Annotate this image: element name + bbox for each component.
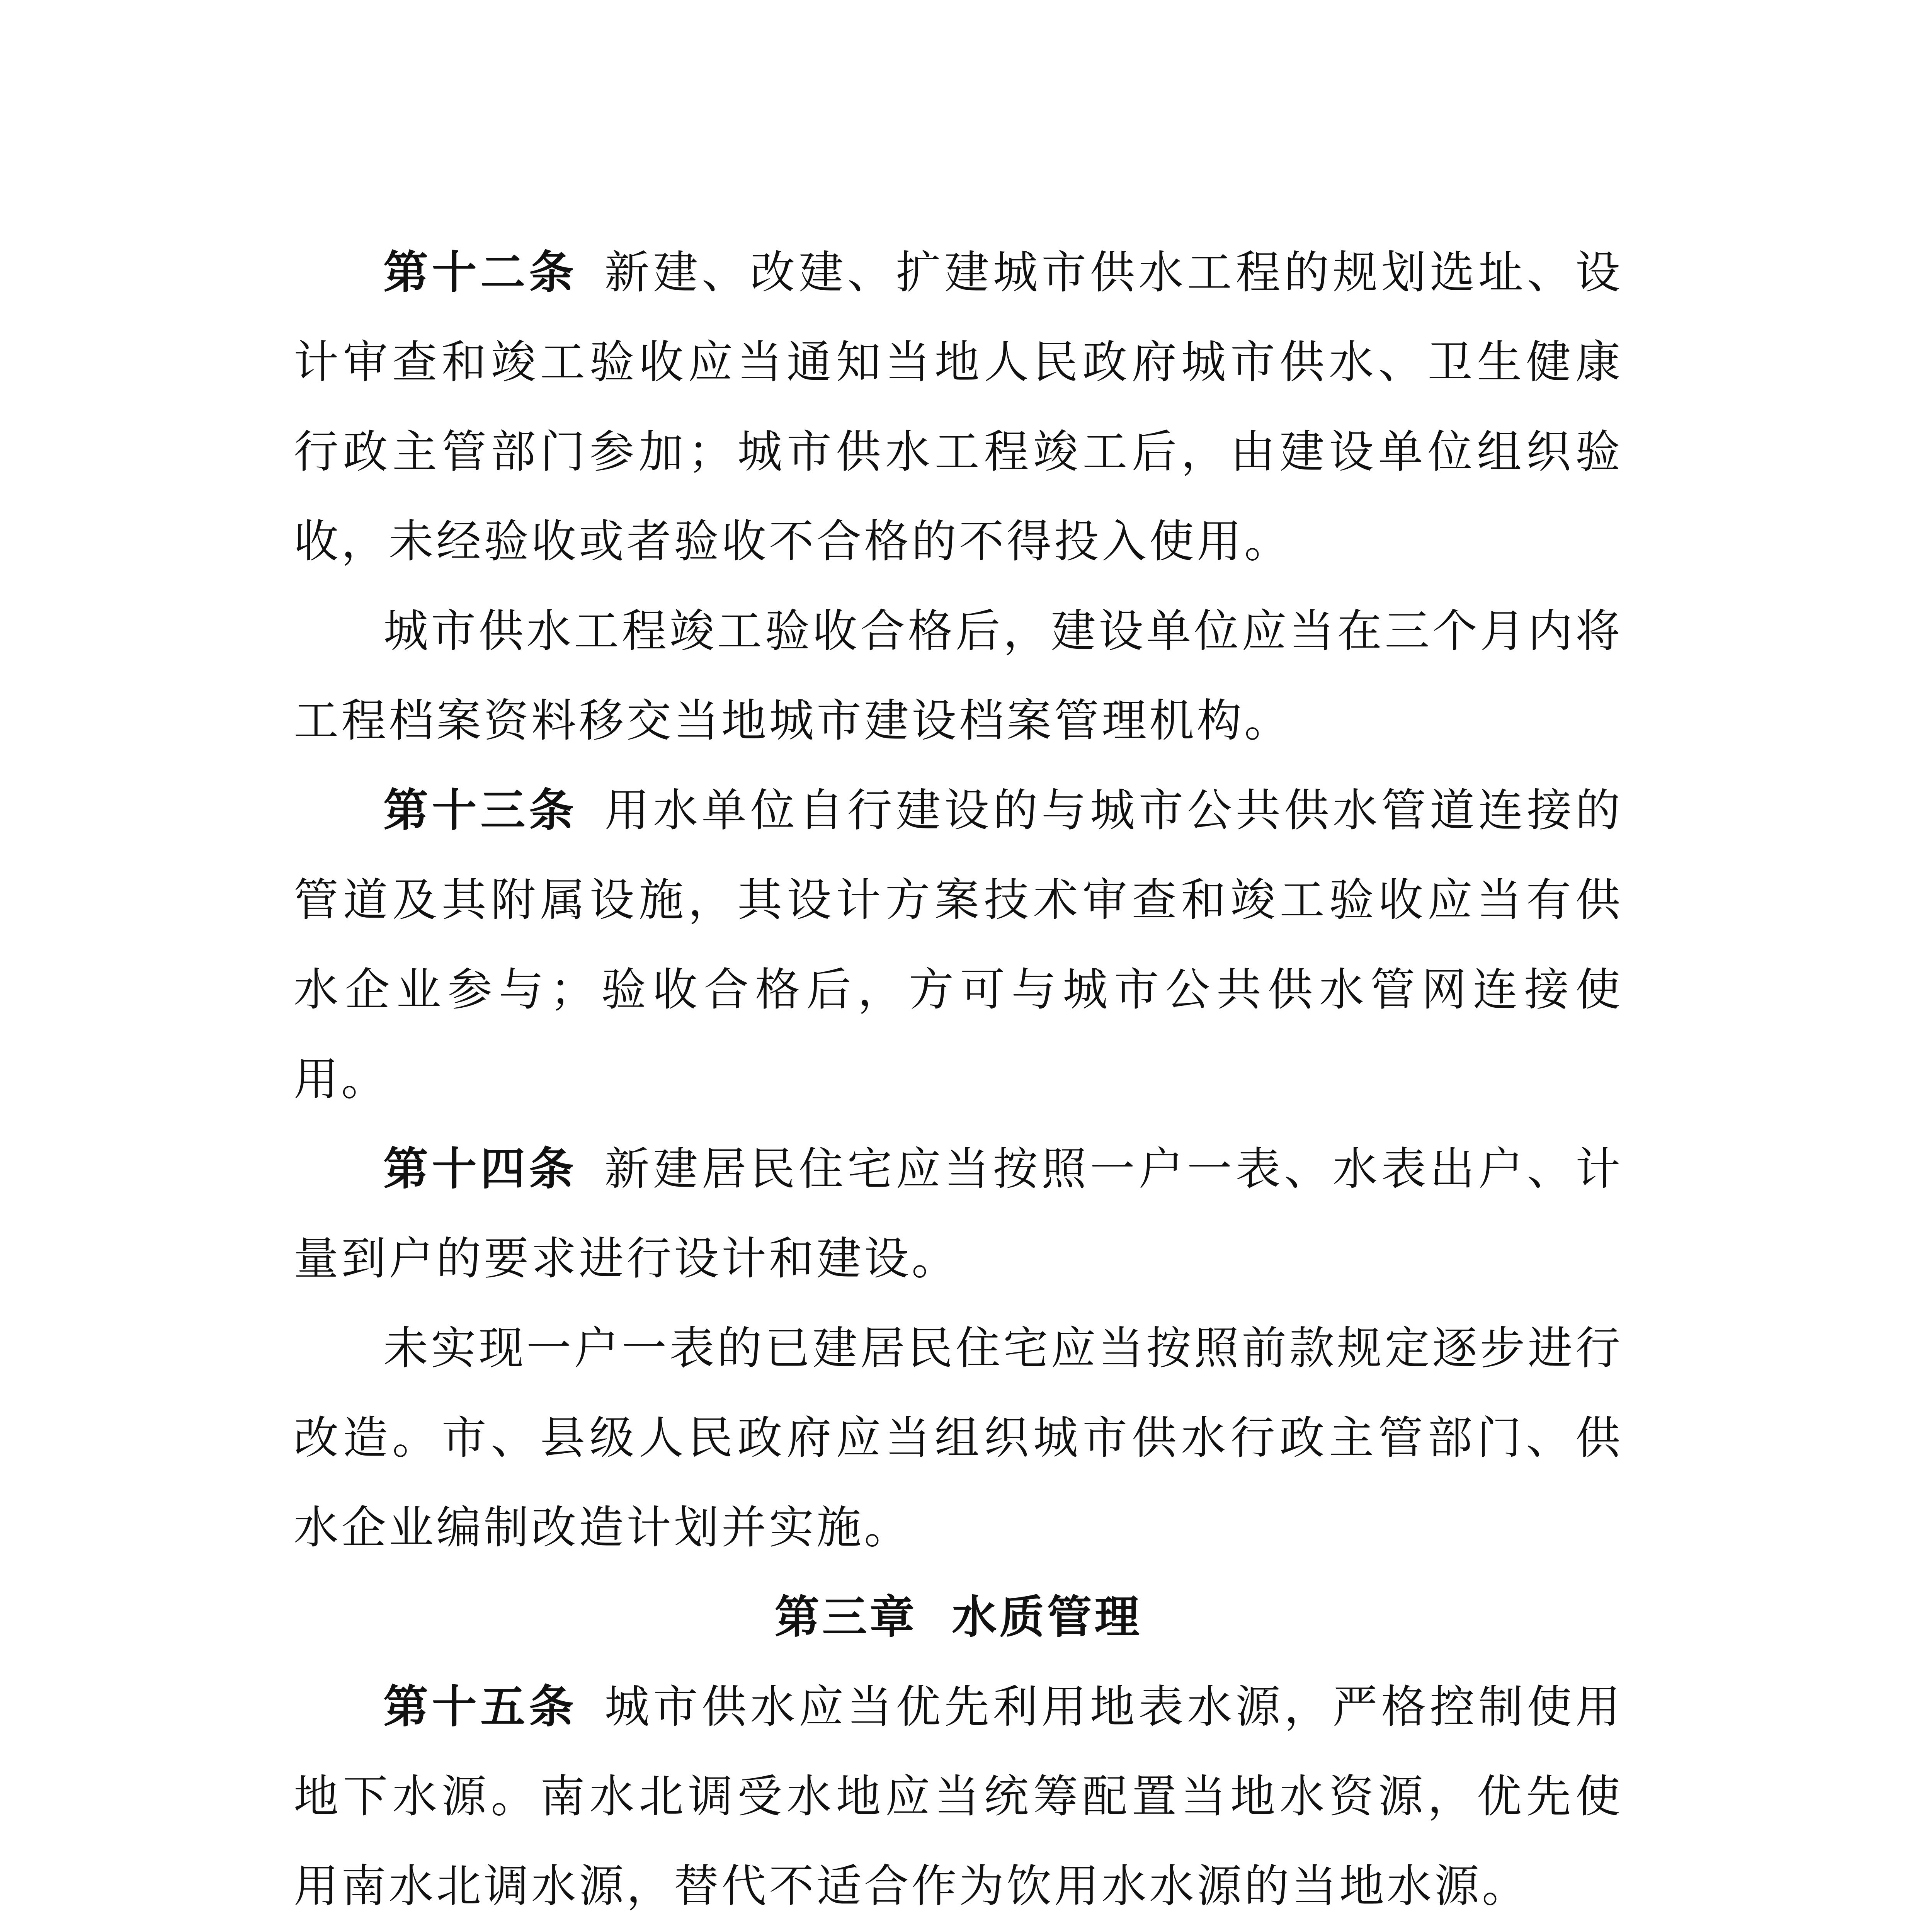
chapter-heading xyxy=(294,1573,1623,1662)
clause-text: 未实现一户一表的已建居民住宅应当按照前款规定逐步进行改造。市、县级人民政府应当组织城市供水行政主管部门、供水企业编制改造计划并实施。 xyxy=(294,1322,1623,1554)
article-text: 新建、改建、扩建城市供水工程的规划选址、设计审查和竣工验收应当通知当地人民政府城市供水、卫生健康行政主管部门参加；城市供水工程竣工后，由建设单位组织验收，未经验收或者验收不合格的不得投入使用。 xyxy=(294,247,1623,568)
article-text: 城市供水应当优先利用地表水源，严格控制使用地下水源。南水北调受水地应当统筹配置当地水资源，优先使用南水北调水源，替代不适合作为饮用水水源的当地水源。 xyxy=(294,1681,1623,1912)
article-text: 新建居民住宅应当按照一户一表、水表出户、计量到户的要求进行设计和建设。 xyxy=(294,1143,1623,1285)
article-number: 第十二条 xyxy=(383,247,578,299)
article-text: 用水单位自行建设的与城市公共供水管道连接的管道及其附属设施，其设计方案技术审查和竣工验收应当有供水企业参与；验收合格后，方可与城市公共供水管网连接使用。 xyxy=(294,784,1623,1105)
article-13-paragraph xyxy=(294,766,1623,1124)
article-12-clause-2 xyxy=(294,587,1623,766)
article-number: 第十五条 xyxy=(383,1681,578,1733)
article-number: 第十四条 xyxy=(383,1143,578,1195)
chapter-number: 第三章 xyxy=(774,1591,917,1643)
chapter-title: 水质管理 xyxy=(952,1591,1142,1643)
article-15-paragraph xyxy=(294,1662,1623,1931)
clause-text: 城市供水工程竣工验收合格后，建设单位应当在三个月内将工程档案资料移交当地城市建设档案管理机构。 xyxy=(294,605,1623,747)
article-14-clause-2 xyxy=(294,1304,1623,1573)
article-14-paragraph xyxy=(294,1124,1623,1304)
article-number: 第十三条 xyxy=(383,784,578,837)
document-body xyxy=(294,228,1623,1932)
article-12-paragraph xyxy=(294,228,1623,587)
